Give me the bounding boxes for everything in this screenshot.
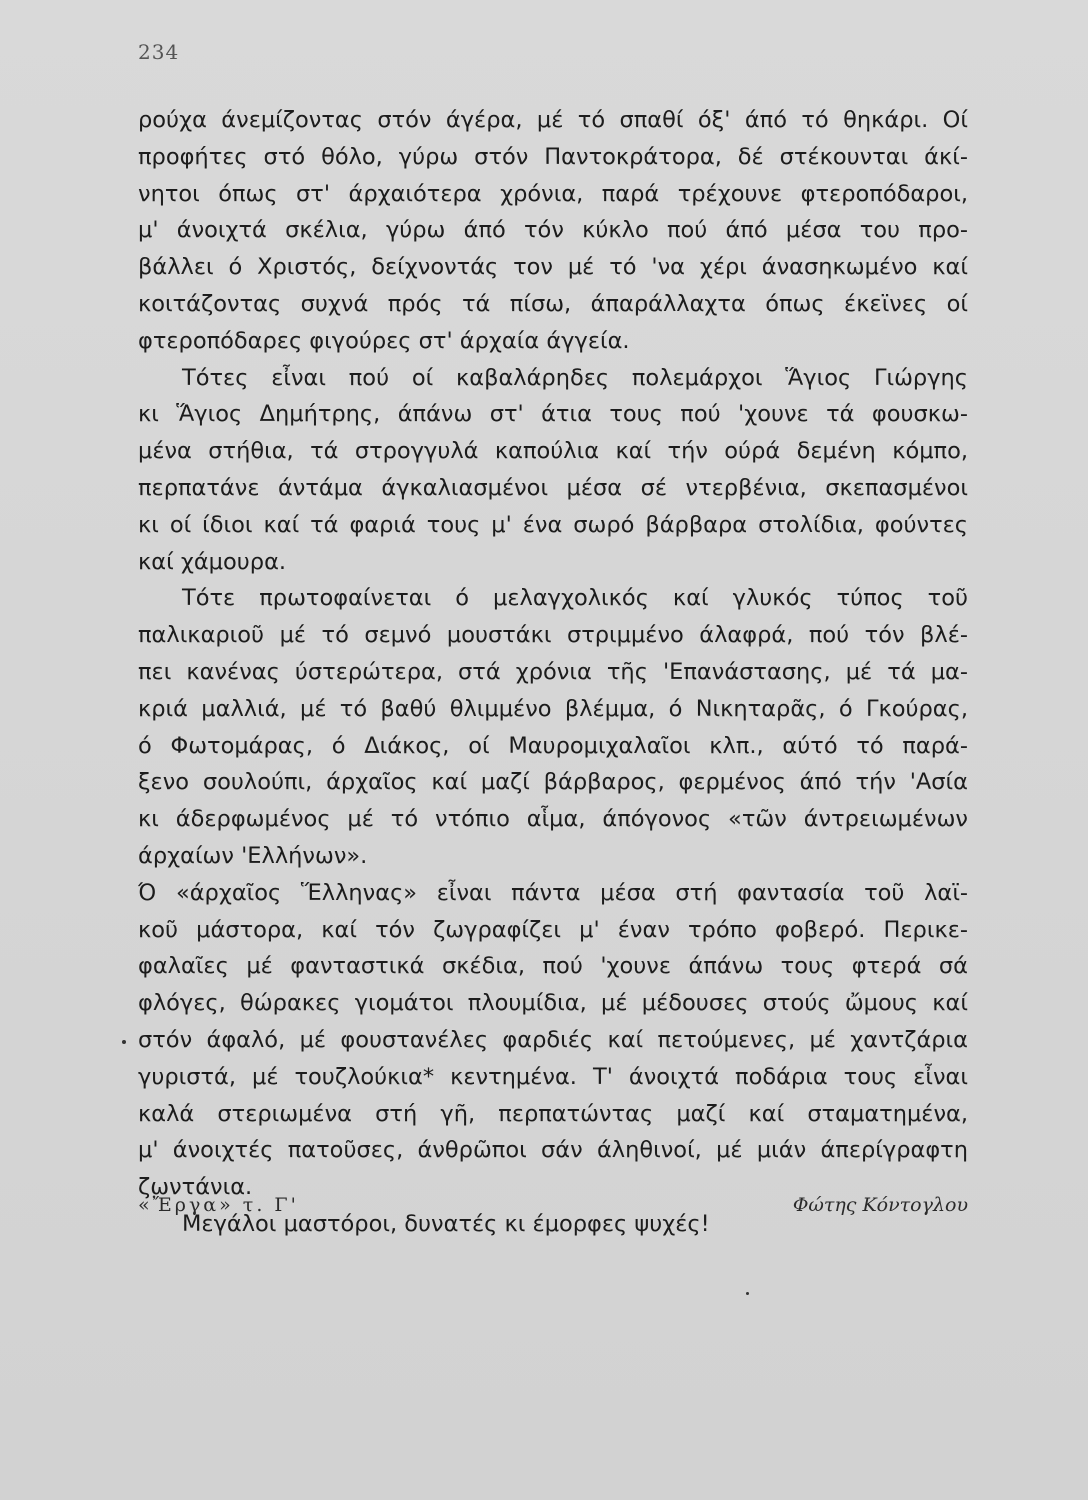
text-line: καλά στεριωμένα στή γῆ, περπατώντας μαζί καί σταματημένα, bbox=[138, 1100, 968, 1127]
text-line: Τότε πρωτοφαίνεται ό μελαγχολικός καί γλυκός τύπος τοῦ bbox=[182, 585, 968, 612]
text-line: νητοι όπως στ' άρχαιότερα χρόνια, παρά τρέχουνε φτεροπόδαροι, bbox=[138, 180, 968, 207]
text-line: φαλαῖες μέ φανταστικά σκέδια, πού 'χουνε άπάνω τους φτερά σά bbox=[138, 953, 968, 980]
text-line: κι οί ίδιοι καί τά φαριά τους μ' ένα σωρό βάρβαρα στολίδια, φούντες bbox=[138, 511, 968, 538]
paragraph-4 bbox=[138, 875, 968, 1206]
text-line: προφήτες στό θόλο, γύρω στόν Παντοκράτορα, δέ στέκουνται άκί- bbox=[138, 143, 968, 170]
text-line: ζωντάνια. bbox=[138, 1174, 253, 1201]
text-line: περπατάνε άντάμα άγκαλιασμένοι μέσα σέ ντερβένια, σκεπασμένοι bbox=[138, 474, 968, 501]
text-line: κοῦ μάστορα, καί τόν ζωγραφίζει μ' έναν τρόπο φοβερό. Περικε- bbox=[138, 916, 968, 943]
text-line: φλόγες, θώρακες γιομάτοι πλουμίδια, μέ μέδουσες στούς ὤμους καί bbox=[138, 990, 968, 1017]
paragraph-3 bbox=[138, 580, 968, 874]
text-line: Μεγάλοι μαστόροι, δυνατές κι έμορφες ψυχές! bbox=[182, 1210, 710, 1237]
text-line: βάλλει ό Χριστός, δείχνοντάς τον μέ τό 'να χέρι άνασηκωμένο καί bbox=[138, 254, 968, 281]
body-text bbox=[138, 102, 968, 1243]
margin-mark bbox=[122, 1040, 126, 1044]
text-line: στόν άφαλό, μέ φουστανέλες φαρδιές καί πετούμενες, μέ χαντζάρια bbox=[138, 1026, 968, 1053]
text-line: πει κανένας ύστερώτερα, στά χρόνια τῆς 'Επανάστασης, μέ τά μα- bbox=[138, 658, 968, 685]
text-line: κι Ἅγιος Δημήτρης, άπάνω στ' άτια τους πού 'χουνε τά φουσκω- bbox=[138, 401, 968, 428]
source-citation: «Ἔργα» τ. Γ' bbox=[138, 1194, 299, 1216]
text-line: ξενο σουλούπι, άρχαῖος καί μαζί βάρβαρος, φερμένος άπό τήν 'Ασία bbox=[138, 769, 968, 796]
text-line: άρχαίων 'Ελλήνων». bbox=[138, 842, 368, 869]
text-line: γυριστά, μέ τουζλούκια* κεντημένα. Τ' άνοιχτά ποδάρια τους εἶναι bbox=[138, 1063, 968, 1090]
text-line: Τότες εἶναι πού οί καβαλάρηδες πολεμάρχοι Ἅγιος Γιώργης bbox=[182, 364, 968, 391]
paragraph-2 bbox=[138, 360, 968, 581]
margin-mark bbox=[746, 1292, 749, 1295]
text-line: μ' άνοιχτά σκέλια, γύρω άπό τόν κύκλο πού άπό μέσα του προ- bbox=[138, 217, 968, 244]
text-line: Ό «άρχαῖος Ἕλληνας» εἶναι πάντα μέσα στή φαντασία τοῦ λαϊ- bbox=[138, 879, 968, 906]
text-line: κριά μαλλιά, μέ τό βαθύ θλιμμένο βλέμμα, ό Νικηταρᾶς, ό Γκούρας, bbox=[138, 695, 968, 722]
text-line: μένα στήθια, τά στρογγυλά καπούλια καί τήν ούρά δεμένη κόμπο, bbox=[138, 438, 968, 465]
text-line: παλικαριοῦ μέ τό σεμνό μουστάκι στριμμένο άλαφρά, πού τόν βλέ- bbox=[138, 622, 968, 649]
text-line: κι άδερφωμένος μέ τό ντόπιο αἷμα, άπόγονος «τῶν άντρειωμένων bbox=[138, 806, 968, 833]
text-line: φτεροπόδαρες φιγούρες στ' άρχαία άγγεία. bbox=[138, 327, 630, 354]
paragraph-1 bbox=[138, 102, 968, 360]
text-line: μ' άνοιχτές πατοῦσες, άνθρῶποι σάν άληθινοί, μέ μιάν άπερίγραφτη bbox=[138, 1137, 968, 1164]
author-name: Φώτης Κόντογλου bbox=[792, 1194, 968, 1216]
text-line: ό Φωτομάρας, ό Διάκος, οί Μαυρομιχαλαῖοι κλπ., αύτό τό παρά- bbox=[138, 732, 968, 759]
text-line: κοιτάζοντας συχνά πρός τά πίσω, άπαράλλαχτα όπως έκεϊνες οί bbox=[138, 290, 968, 317]
text-line: καί χάμουρα. bbox=[138, 548, 287, 575]
text-line: ρούχα άνεμίζοντας στόν άγέρα, μέ τό σπαθί όξ' άπό τό θηκάρι. Οί bbox=[138, 107, 968, 133]
page-number: 234 bbox=[138, 40, 180, 64]
attribution-footer bbox=[138, 1194, 968, 1224]
